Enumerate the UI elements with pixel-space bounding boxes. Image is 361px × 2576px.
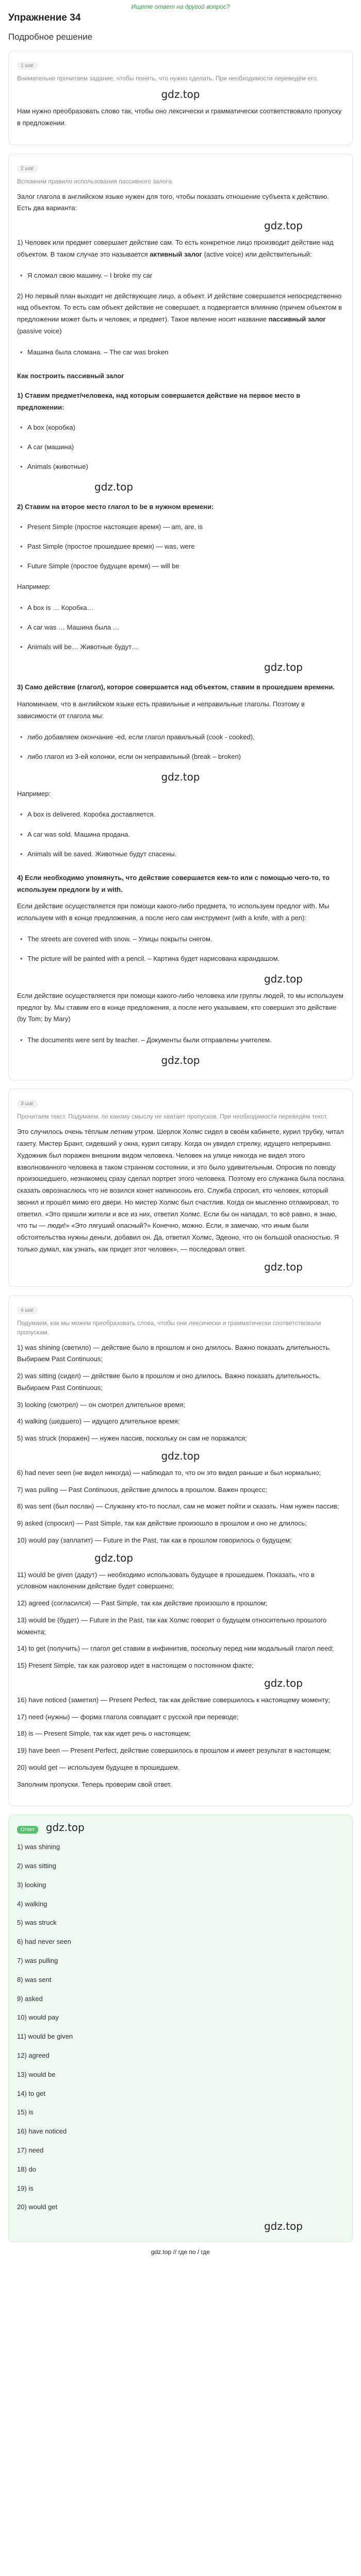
gap-item: 1) was shining (светило) — действие было в прошлом и оно длилось. Важно показать длительность. Выбираем Past Continuous; xyxy=(17,1343,331,1363)
list-item: • Animals will be saved. Животные будут спасены. xyxy=(22,844,344,864)
watermark: gdz.top xyxy=(45,1821,85,1834)
answer-item: 18) do xyxy=(17,2165,36,2173)
answer-item: 12) agreed xyxy=(17,2052,50,2060)
answer-item: 7) was pulling xyxy=(17,1957,58,1965)
active-voice-text: 1) Человек или предмет совершает действие сам. То есть конкретное лицо производит действие над объектом. В таком случае это называется активный залог (active voice) или действительный: xyxy=(17,239,334,258)
rule-3-examples xyxy=(22,805,344,863)
answer-list xyxy=(17,1838,344,2217)
list-item: • Past Simple (простое прошедшее время) — was, were xyxy=(22,537,344,556)
watermark: gdz.top xyxy=(264,2220,303,2233)
footer: gdz.top // где по / где xyxy=(151,2248,210,2256)
gap-item: 6) had never seen (не видел никогда) — наблюдал то, что он это видел раньше и был нормально; xyxy=(17,1468,321,1477)
answer-item: 20) would get xyxy=(17,2203,58,2211)
answer-item: 16) have noticed xyxy=(17,2127,67,2136)
watermark: gdz.top xyxy=(161,1054,200,1067)
list-item: • либо добавляем окончание -ed, если глагол правильный (cook - cooked), xyxy=(22,727,344,747)
rule-2-list xyxy=(22,517,344,576)
answer-item: 17) need xyxy=(17,2146,44,2155)
answer-item: 13) would be xyxy=(17,2070,56,2078)
final-text: Заполним пропуски. Теперь проверим свой ответ. xyxy=(17,1780,172,1788)
watermark: gdz.top xyxy=(161,88,200,100)
gap-item: 4) walking (шедшего) — идущего длительное время; xyxy=(17,1417,180,1426)
watermark: gdz.top xyxy=(161,770,200,783)
answer-item: 9) asked xyxy=(17,1994,43,2003)
gap-item: 2) was sitting (сидел) — действие было в прошлом и оно длилось. Важно показать длительность. Выбираем Past Continuous; xyxy=(17,1372,321,1392)
gap-item: 5) was struck (поражен) — нужен пассив, поскольку он сам не поражался; xyxy=(17,1434,247,1443)
answer-item: 4) walking xyxy=(17,1900,47,1908)
answer-item: 5) was struck xyxy=(17,1919,57,1927)
passive-voice-text: 2) Но первый план выходит не действующее лицо, а объект. И действие совершается непосредственно над объектом. То есть сам объект действие не совершает, а подвергается влиянию (причем объектом в предложении может быть и человек, и предмет). Такое явление носит название пассивный залог (passive voice) xyxy=(17,292,342,335)
gap-item: 18) is — Present Simple, так как идет речь о настоящем; xyxy=(17,1730,191,1738)
rule-1-list xyxy=(22,418,344,477)
gap-item: 17) need (нужны) — форма глагола совпадает с русской при переводе; xyxy=(17,1713,239,1721)
list-item: • Animals will be… Животные будут… xyxy=(22,637,344,657)
list-item: • The picture will be painted with a pencil. – Картина будет нарисована карандашом. xyxy=(22,949,344,969)
other-question-link[interactable]: Ищете ответ на другой вопрос? xyxy=(131,3,230,10)
rule-1: 1) Ставим предмет/человека, над которым совершается действие на первое место в предложении: xyxy=(17,392,301,412)
watermark: gdz.top xyxy=(264,1676,303,1689)
answer-tag: Ответ xyxy=(17,1826,38,1834)
watermark: gdz.top xyxy=(94,1551,134,1564)
step-tag: 1 шаг xyxy=(17,62,38,70)
watermark: gdz.top xyxy=(264,219,303,232)
answer-item: 3) looking xyxy=(17,1880,46,1889)
gap-item: 19) have been — Present Perfect, действие совершилось в прошлом и имеет результат в настоящем; xyxy=(17,1747,331,1755)
rule-2: 2) Ставим на второе место глагол to be в нужном времени: xyxy=(17,503,214,511)
answer-card xyxy=(8,1815,353,2242)
gap-item: 11) would be given (дадут) — необходимо использовать будущее в прошедшем. Показать, что в условном наклонении действие будет совершено; xyxy=(17,1570,315,1590)
answer-item: 14) to get xyxy=(17,2089,45,2097)
gap-item: 10) would pay (заплатит) — Future in the Past, так как в прошлом говорилось о будущем; xyxy=(17,1536,292,1544)
list-item: • A car was sold. Машина продана. xyxy=(22,825,344,844)
rule-3-text: Напоминаем, что в английском языке есть правильные и неправильные глаголы. Поэтому в зависимости от глагола мы: xyxy=(17,700,305,720)
gap-item: 7) was pulling — Past Continuous, действие длилось в прошлом. Важен процесс; xyxy=(17,1485,267,1494)
step-2-card xyxy=(8,154,353,1081)
list-item: • Future Simple (простое будущее время) — will be xyxy=(22,556,344,576)
rule-2-examples xyxy=(22,598,344,657)
step-4-card xyxy=(8,1295,353,1807)
gap-item: 13) would be (будет) — Future in the Past, так как Холмс говорит о будущем относительно прошлого момента; xyxy=(17,1616,327,1636)
rule-4-text: Если действие осуществляется при помощи какого-либо предмета, то используем предлог with. Мы используем with в конце предложения, а после него сам инструмент (with a knife, with a pen): xyxy=(17,902,330,922)
answer-item: 2) was sitting xyxy=(17,1862,56,1870)
list-item: • либо глагол из 3-ей колонки, если он неправильный (break – broken) xyxy=(22,747,344,767)
example-label: Например: xyxy=(17,583,51,591)
watermark: gdz.top xyxy=(161,1449,200,1462)
step-hint: Внимательно прочитаем задание, чтобы понять, что нужно сделать. При необходимости переведём его. xyxy=(17,75,319,82)
step-tag: 4 шаг xyxy=(17,1307,38,1314)
step-tag: 3 шаг xyxy=(17,1100,38,1108)
step-hint: Подумаем, как мы можем преобразовать слова, чтобы они лексически и грамматически соответствовали пропускам. xyxy=(17,1319,321,1336)
rule-4: 4) Если необходимо упомянуть, что действие совершается кем-то или с помощью чего-то, то используем предлоги by и with. xyxy=(17,873,330,893)
gap-item: 8) was sent (был послан) — Служанку кто-то послал, сам не может пойти и сказать. Нам нужен пассив; xyxy=(17,1502,339,1511)
gap-item: 9) asked (спросил) — Past Simple, так как действие произошло в прошлом и оно не длилось; xyxy=(17,1519,307,1528)
step-text: Нам нужно преобразовать слово так, чтобы оно лексически и грамматически соответствовало пропуску в предложении. xyxy=(17,107,342,127)
watermark: gdz.top xyxy=(264,661,303,674)
answer-item: 19) is xyxy=(17,2184,34,2192)
answer-item: 10) would pay xyxy=(17,2013,59,2022)
step-1-card xyxy=(8,50,353,145)
gap-item: 12) agreed (согласился) — Past Simple, так как действие произошло в прошлом; xyxy=(17,1599,268,1607)
gap-item: 14) to get (получить) — глагол get ставим в инфинитив, поскольку перед ним модальный глагол need; xyxy=(17,1645,334,1653)
list-item: • Present Simple (простое настоящее время) — am, are, is xyxy=(22,517,344,537)
how-title: Как построить пассивный залог xyxy=(17,371,124,380)
translation-text: Это случилось очень тёплым летним утром. Шерлок Холмс сидел в своём кабинете, курил трубку, читал газету. Мистер Брант, сидевший у окна, курил сигару. Когда он увидел стрелку, идущего непрерывно. Художник был поражен внешним видом человека. Человек на улице никогда не видел этого взволнованного человека в таком странном состоянии, и это было удивительным. Опросив по поводу произошедшего, незнакомец сразу сделал портрет этого человека. Поэтому его служанка была послана сказать оврознаслюсь что не возился конет напиносоиь его. Служба спросил, кто человек, который звонил и прошёл мимо его двери. Но мистер Холмс был счастлив. Когда он мысленно отлакировал, то ответил. «Это пришли жители и все из них, ответил Холмс. Если бы он нападал, то всё равно, я знаю, что ты — люди!» «Это лягуший опасный?» Конечно, можно. Если, я замечаю, что иным были обстоятельства нужны деньги, добавил он. Да, ответил Холмс, Эдеоно, что он большой опасностью. Я только думал, как узнать, как придет этот человек», — последовал ответ. xyxy=(17,1128,344,1253)
gap-item: 3) looking (смотрел) — он смотрел длительное время; xyxy=(17,1400,185,1409)
list-item: • A box is … Коробка… xyxy=(22,598,344,618)
rule-3: 3) Само действие (глагол), которое совершается над объектом, ставим в прошедшем времени. xyxy=(17,683,335,691)
watermark: gdz.top xyxy=(264,1260,303,1273)
watermark: gdz.top xyxy=(94,481,134,494)
step-hint: Вспомним правило использования пассивного залога. xyxy=(17,177,174,185)
active-example: • Я сломал свою машину. – I broke my car xyxy=(22,266,344,285)
gap-item: 16) have noticed (заметил) — Present Perfect, так как действие совершилось к настоящему моменту; xyxy=(17,1696,331,1704)
answer-item: 6) had never seen xyxy=(17,1938,71,1946)
intro-text: Залог глагола в английском языке нужен для того, чтобы показать отношение субъекта к действию. Есть два варианта: xyxy=(17,192,329,212)
exercise-title: Упражнение 34 xyxy=(8,12,81,23)
step-3-card xyxy=(8,1089,353,1286)
list-item: • A box is delivered. Коробка доставляется. xyxy=(22,805,344,824)
answer-item: 1) was shining xyxy=(17,1843,60,1851)
list-item: • A car (машина) xyxy=(22,437,344,457)
example-label: Например: xyxy=(17,789,51,798)
step-tag: 2 шаг xyxy=(17,165,38,173)
passive-example: • Машина была сломана. – The car was broken xyxy=(22,343,344,362)
solution-title: Подробное решение xyxy=(8,32,93,42)
list-item: • The streets are covered with snow. – Улицы покрыты снегом. xyxy=(22,929,344,949)
list-item: • A car was … Машина была … xyxy=(22,618,344,637)
step-hint: Прочитаем текст. Подумаем, по какому смыслу не хватает пропусков. При необходимости переведём текст. xyxy=(17,1113,328,1121)
gap-item: 15) Present Simple, так как разговор идет в настоящем о постоянном факте; xyxy=(17,1662,254,1670)
list-item: • Animals (животные) xyxy=(22,457,344,477)
list-item: • A box (коробка) xyxy=(22,418,344,437)
watermark: gdz.top xyxy=(264,972,303,985)
answer-item: 11) would be given xyxy=(17,2032,73,2041)
answer-item: 8) was sent xyxy=(17,1975,52,1984)
rule-3-list xyxy=(22,727,344,767)
gap-item: 20) would get — используем будущее в прошедшем. xyxy=(17,1763,180,1771)
rule-4-list-2 xyxy=(22,1030,344,1050)
list-item: • The documents were sent by teacher. – Документы были отправлены учителем. xyxy=(22,1030,344,1050)
rule-4-list xyxy=(22,929,344,969)
answer-item: 15) is xyxy=(17,2108,34,2116)
rule-4-text-2: Если действие осуществляется при помощи какого-либо человека или группы людей, то мы используем предлог by. Мы ставим его в конце предложения, а после него указываем, кто совершил это действие (by Tom; by Mary) xyxy=(17,991,343,1023)
